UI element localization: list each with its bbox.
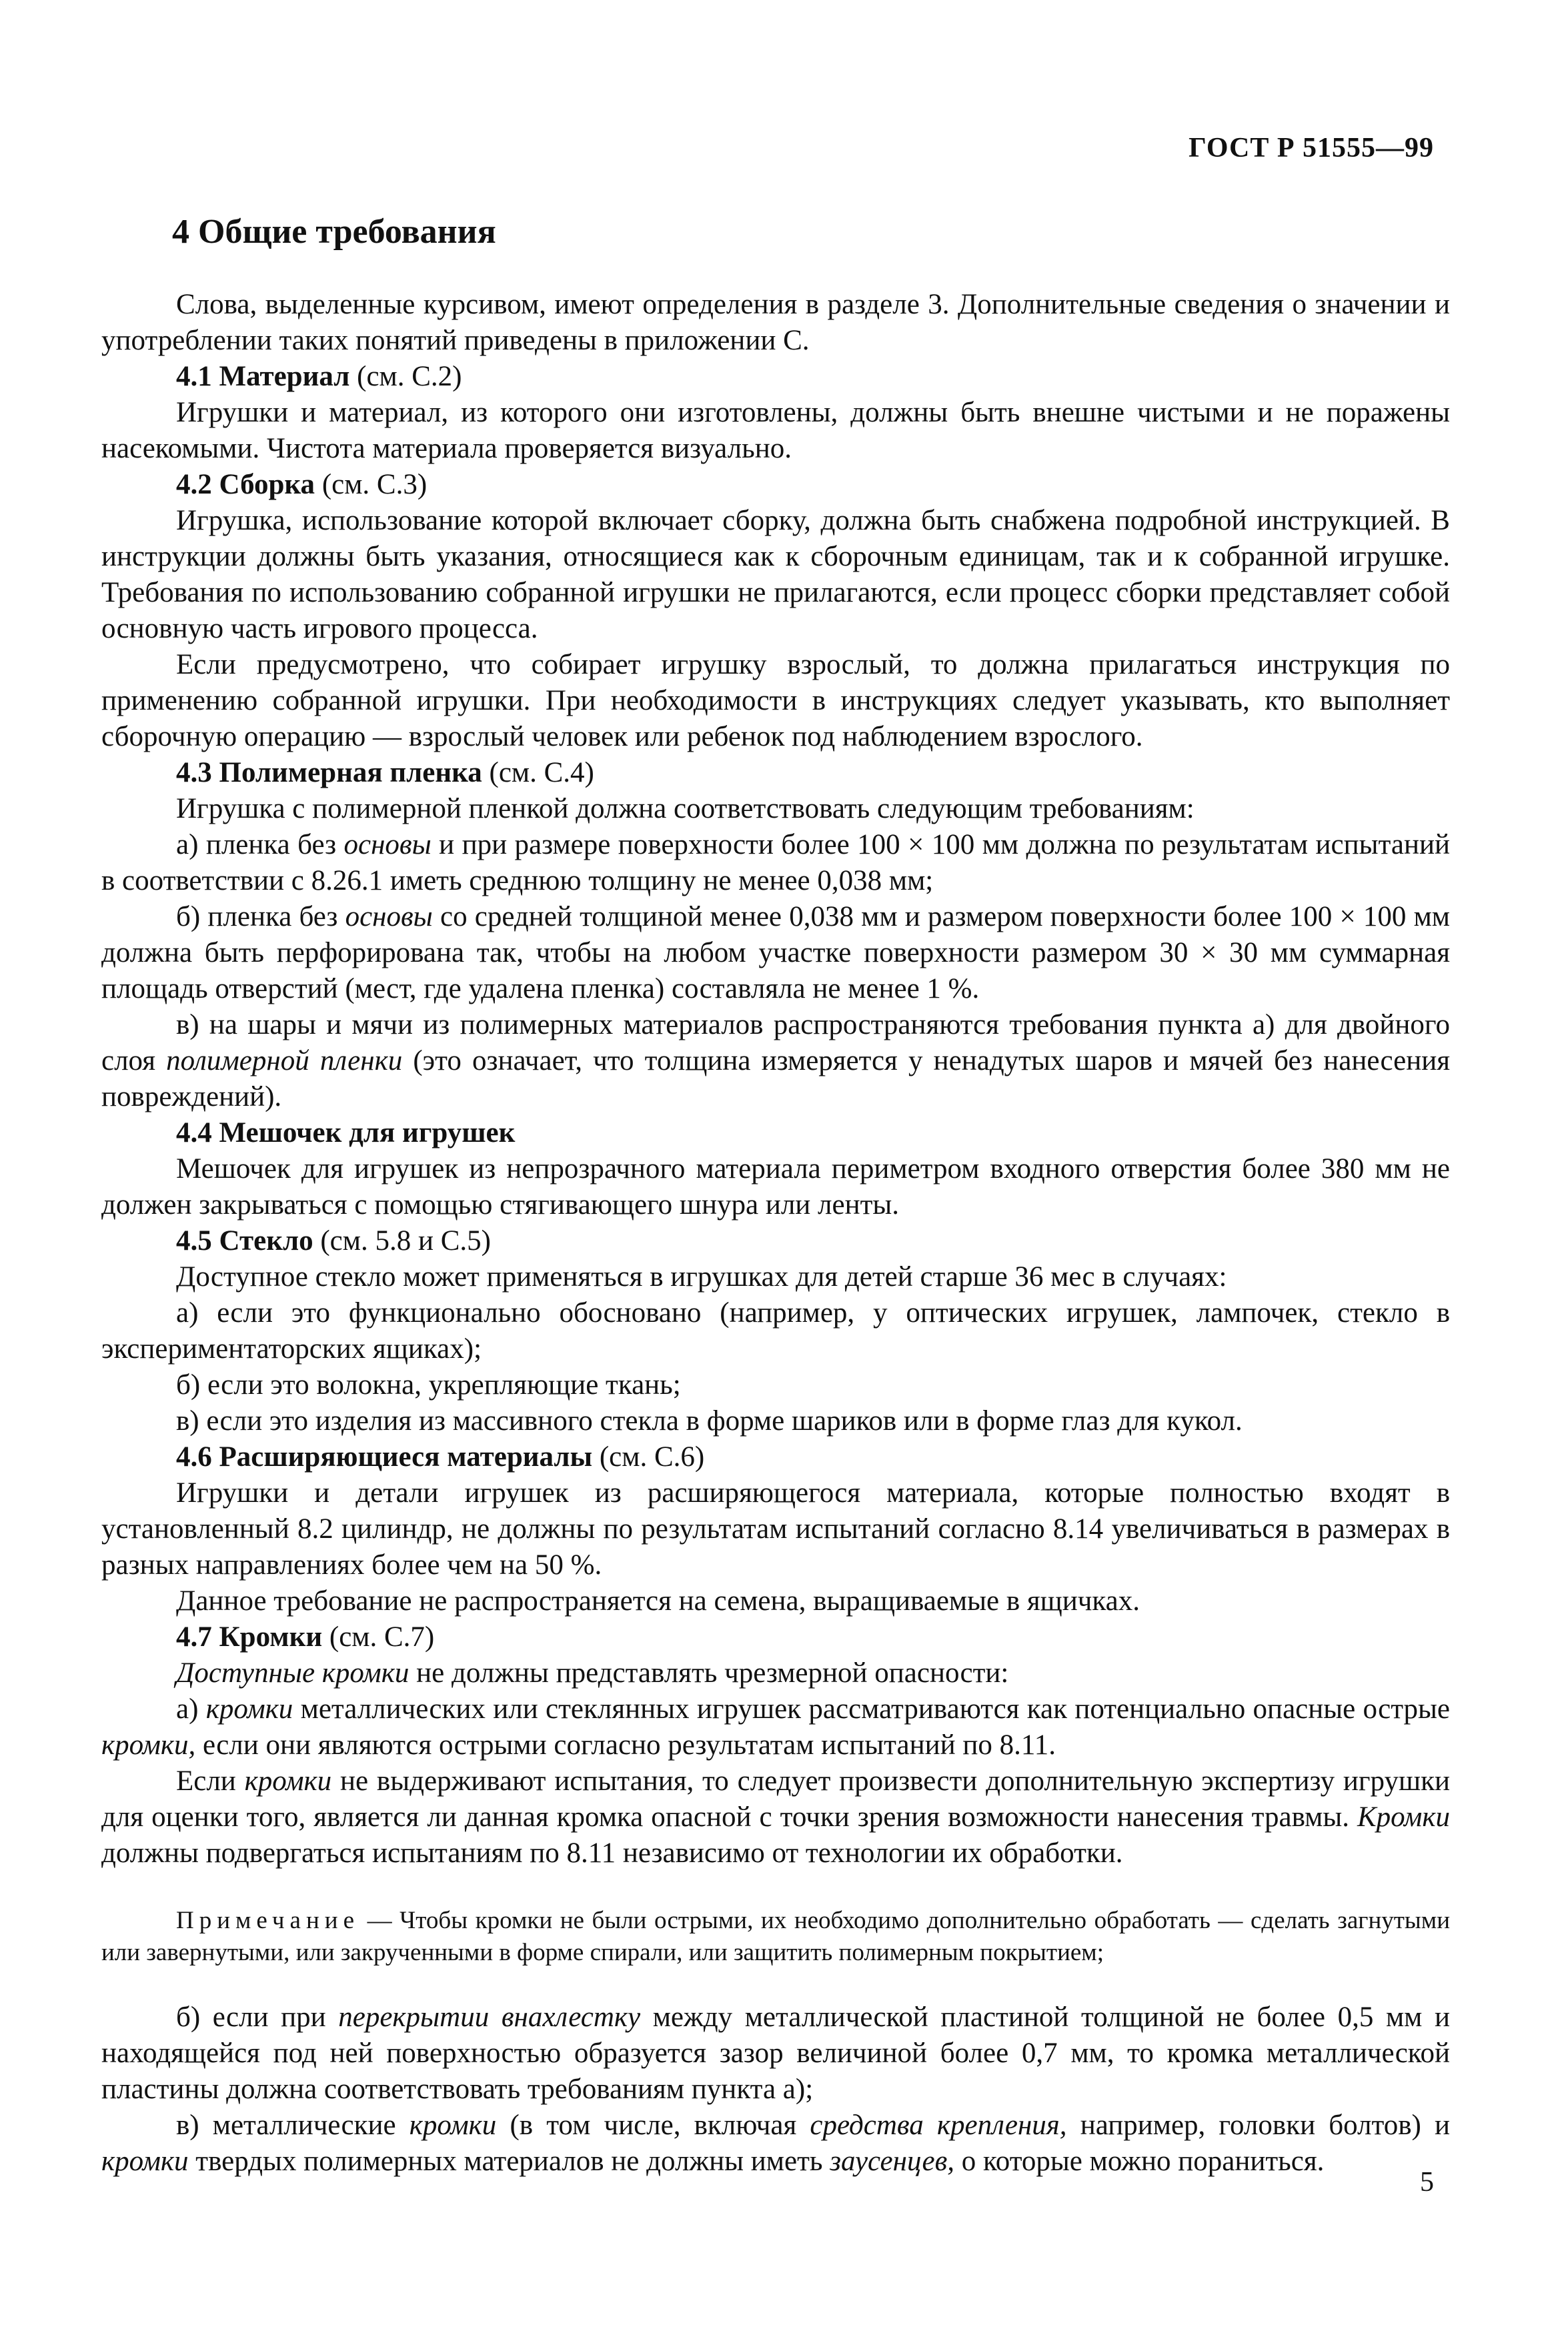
paragraph-4-1: Игрушки и материал, из которого они изготовлены, должны быть внешне чистыми и не поражены насекомыми. Чистота материала проверяется визуально. xyxy=(101,397,1450,464)
italic-term: кромки xyxy=(101,2146,189,2177)
intro-paragraph: Слова, выделенные курсивом, имеют определения в разделе 3. Дополнительные сведения о значении и употреблении таких понятий приведены в приложении С. xyxy=(101,289,1450,356)
text-run: б) пленка без xyxy=(176,901,345,932)
note-label: Примечание xyxy=(176,1907,359,1934)
italic-term: кромки xyxy=(244,1765,332,1797)
italic-term: Кромки xyxy=(1357,1801,1450,1833)
text-run: должны подвергаться испытаниям по 8.11 независимо от технологии их обработки. xyxy=(101,1837,1123,1869)
subsection-heading-4-1 xyxy=(101,359,1450,395)
italic-term: полимерной пленки xyxy=(166,1045,403,1076)
subsection-ref: (см. С.3) xyxy=(321,469,428,500)
text-run: металлических или стеклянных игрушек рассматриваются как потенциально опасные острые xyxy=(293,1693,1451,1725)
text-run: если они являются острыми согласно результатам испытаний по 8.11. xyxy=(195,1729,1056,1761)
subsection-heading-4-4 xyxy=(101,1115,1450,1151)
subsection-number: 4.4 xyxy=(176,1117,212,1148)
text-run: в) металлические xyxy=(176,2110,410,2141)
text-run: твердых полимерных материалов не должны иметь xyxy=(188,2146,830,2177)
paragraph-4-7-2 xyxy=(101,1763,1450,1871)
text-run: между металлической пластиной толщиной не более 0,5 мм и находящейся под ней поверхностью образуется зазор величиной более 0,7 мм, то кромка металлической пластины должна соответствовать требованиям пункта а); xyxy=(101,2002,1450,2105)
subsection-title: Кромки xyxy=(219,1621,323,1653)
document-code: ГОСТ Р 51555—99 xyxy=(1189,133,1434,163)
subsection-heading-4-2 xyxy=(101,467,1450,503)
list-item-4-7-a xyxy=(101,1691,1450,1763)
text-run: (в том числе, включая xyxy=(496,2110,810,2141)
subsection-ref: (см. С.6) xyxy=(599,1441,705,1473)
list-item-4-7-b xyxy=(101,2000,1450,2108)
subsection-number: 4.3 xyxy=(176,757,212,788)
text-run: а) пленка без xyxy=(176,829,344,860)
subsection-number: 4.1 xyxy=(176,361,212,392)
text-run: со средней толщиной менее 0,038 мм и размером поверхности более 100 × 100 мм должна быть перфорирована так, чтобы на любом участке поверхности размером 30 × 30 мм суммарная площадь отверстий (мест, где удалена пленка) составляла не менее 1 %. xyxy=(101,901,1451,1004)
paragraph-4-2-1: Игрушка, использование которой включает сборку, должна быть снабжена подробной инструкцией. В инструкции должны быть указания, относящиеся как к сборочным единицам, так и к собранной игрушке. Требования по использованию собранной игрушки не прилагаются, если процесс сборки представляет собой основную часть игрового процесса. xyxy=(101,505,1450,644)
text-run: (это означает, что толщина измеряется у ненадутых шаров и мячей без нанесения повреждений). xyxy=(101,1045,1450,1112)
subsection-ref: (см. С.7) xyxy=(329,1621,435,1653)
section-body xyxy=(101,287,1450,2180)
italic-term: кромки, xyxy=(101,1729,196,1761)
paragraph-4-2-2: Если предусмотрено, что собирает игрушку взрослый, то должна прилагаться инструкция по применению собранной игрушки. При необходимости в инструкциях следует указывать, кто выполняет сборочную операцию — взрослый человек или ребенок под наблюдением взрослого. xyxy=(101,649,1450,752)
text-run: например, головки болтов) и xyxy=(1066,2110,1450,2141)
text-run: и при размере поверхности более 100 × 100 мм должна по результатам испытаний в соответствии с 8.26.1 иметь среднюю толщину не менее 0,038 мм; xyxy=(101,829,1450,896)
paragraph-4-6-2: Данное требование не распространяется на семена, выращиваемые в ящичках. xyxy=(176,1585,1140,1617)
list-item-4-5-a: а) если это функционально обосновано (например, у оптических игрушек, лампочек, стекло в экспериментаторских ящиках); xyxy=(101,1297,1450,1365)
subsection-heading-4-6 xyxy=(101,1439,1450,1475)
italic-term: кромки xyxy=(409,2110,497,2141)
subsection-ref: (см. С.4) xyxy=(489,757,594,788)
text-run: а) xyxy=(176,1693,206,1725)
page-number: 5 xyxy=(1420,2167,1434,2198)
paragraph-4-7-lead xyxy=(101,1655,1450,1691)
subsection-title: Материал xyxy=(219,361,350,392)
note-paragraph xyxy=(101,1905,1450,1969)
list-item-4-3-b xyxy=(101,899,1450,1007)
text-run: не выдерживают испытания, то следует произвести дополнительную экспертизу игрушки для оценки того, является ли данная кромка опасной с точки зрения возможности нанесения травмы. xyxy=(101,1765,1450,1833)
subsection-number: 4.2 xyxy=(176,469,212,500)
list-item-4-7-c xyxy=(101,2108,1450,2180)
paragraph-4-5-lead: Доступное стекло может применяться в игрушках для детей старше 36 мес в случаях: xyxy=(176,1261,1227,1293)
list-item-4-3-c xyxy=(101,1007,1450,1115)
paragraph-4-4: Мешочек для игрушек из непрозрачного материала периметром входного отверстия более 380 мм не должен закрываться с помощью стягивающего шнура или ленты. xyxy=(101,1153,1450,1221)
italic-term: заусенцев, xyxy=(830,2146,955,2177)
list-item-4-5-c: в) если это изделия из массивного стекла в форме шариков или в форме глаз для кукол. xyxy=(176,1405,1243,1437)
list-item-4-3-a xyxy=(101,827,1450,899)
italic-term: перекрытии внахлестку xyxy=(338,2002,641,2033)
italic-term: Доступные кромки xyxy=(176,1657,410,1689)
subsection-title: Расширяющиеся материалы xyxy=(219,1441,593,1473)
text-run: в) на шары и мячи из полимерных материалов распространяются требования пункта а) для двойного слоя xyxy=(101,1009,1450,1076)
subsection-title: Стекло xyxy=(219,1225,313,1257)
italic-term: кромки xyxy=(205,1693,293,1725)
italic-term: основы xyxy=(343,829,432,860)
text-run: о которые можно пораниться. xyxy=(954,2146,1325,2177)
subsection-heading-4-3 xyxy=(101,755,1450,791)
subsection-title: Сборка xyxy=(219,469,315,500)
subsection-number: 4.6 xyxy=(176,1441,212,1473)
subsection-ref: (см. 5.8 и С.5) xyxy=(320,1225,491,1257)
italic-term: основы xyxy=(345,901,433,932)
list-item-4-5-b: б) если это волокна, укрепляющие ткань; xyxy=(176,1369,681,1401)
note-text: — Чтобы кромки не были острыми, их необходимо дополнительно обработать — сделать загнутыми или завернутыми, или закрученными в форме спирали, или защитить полимерным покрытием; xyxy=(101,1907,1450,1966)
paragraph-4-3-lead: Игрушка с полимерной пленкой должна соответствовать следующим требованиям: xyxy=(176,793,1195,824)
subsection-heading-4-7 xyxy=(101,1619,1450,1655)
paragraph-4-6-1: Игрушки и детали игрушек из расширяющегося материала, которые полностью входят в установленный 8.2 цилиндр, не должны по результатам испытаний согласно 8.14 увеличиваться в размерах в разных направлениях более чем на 50 %. xyxy=(101,1477,1450,1581)
subsection-title: Полимерная пленка xyxy=(219,757,482,788)
italic-term: средства крепления, xyxy=(810,2110,1067,2141)
subsection-ref: (см. С.2) xyxy=(357,361,462,392)
subsection-title: Мешочек для игрушек xyxy=(219,1117,516,1148)
text-run: не должны представлять чрезмерной опасности: xyxy=(409,1657,1009,1689)
text-run: Если xyxy=(176,1765,245,1797)
subsection-number: 4.7 xyxy=(176,1621,212,1653)
section-title: 4 Общие требования xyxy=(172,213,496,251)
subsection-heading-4-5 xyxy=(101,1223,1450,1259)
text-run: б) если при xyxy=(176,2002,339,2033)
subsection-number: 4.5 xyxy=(176,1225,212,1257)
